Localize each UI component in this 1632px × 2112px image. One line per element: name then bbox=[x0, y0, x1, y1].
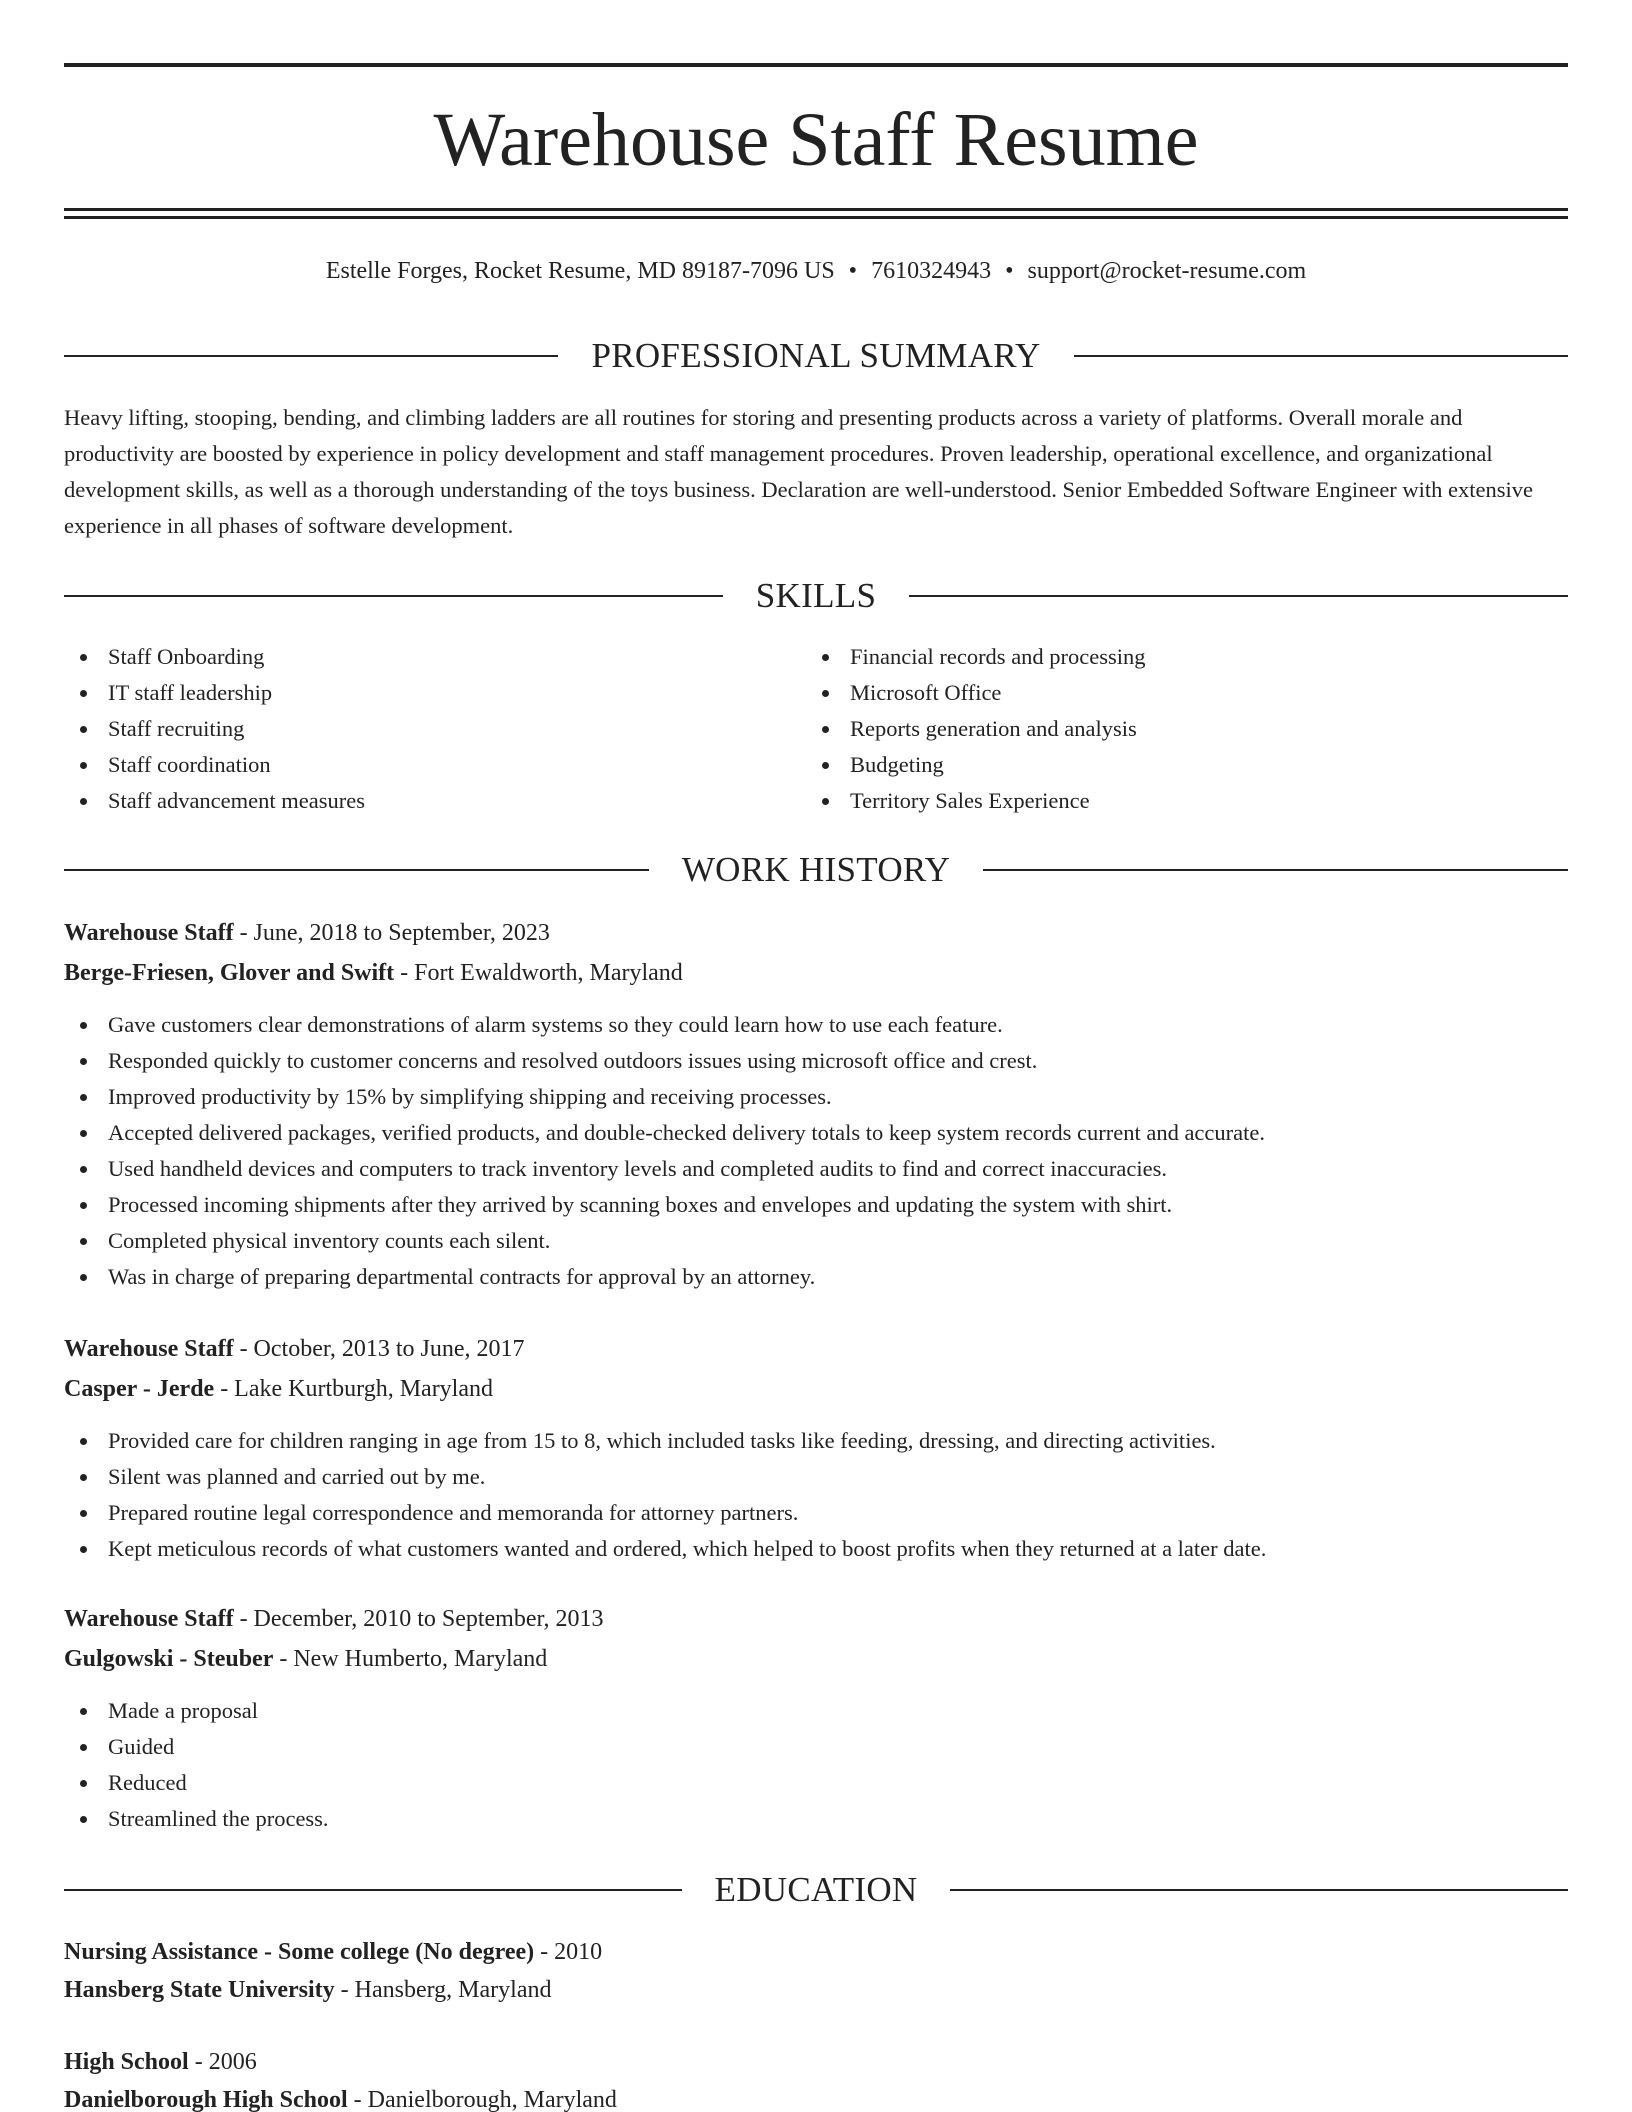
job-duty-item: Improved productivity by 15% by simplifying shipping and receiving processes. bbox=[64, 1079, 1568, 1115]
education-degree: Nursing Assistance - Some college (No degree) bbox=[64, 1939, 535, 1965]
header-double-rule-lower bbox=[64, 216, 1568, 219]
summary-text: Heavy lifting, stooping, bending, and climbing ladders are all routines for storing and presenting products across a variety of platforms. Overall morale and productivity are boosted by experience in policy development and staff management procedures. Proven leadership, operational excellence, and organizational development skills, as well as a thorough understanding of the toys business. Declaration are well-understood. Senior Embedded Software Engineer with extensive experience in all phases of software development. bbox=[64, 405, 1534, 538]
job-location: - New Humberto, Maryland bbox=[273, 1646, 548, 1672]
skill-item: Reports generation and analysis bbox=[806, 711, 1548, 747]
job-duty-item: Made a proposal bbox=[64, 1693, 1568, 1729]
education-year: - 2010 bbox=[534, 1939, 603, 1965]
job-company: Gulgowski - Steuber bbox=[64, 1646, 274, 1672]
job-duty-item: Gave customers clear demonstrations of alarm systems so they could learn how to use each feature. bbox=[64, 1007, 1568, 1043]
job-duty-item: Used handheld devices and computers to track inventory levels and completed audits to find and correct inaccuracies. bbox=[64, 1151, 1568, 1187]
education-location: - Hansberg, Maryland bbox=[334, 1977, 552, 2003]
job-duty-item: Silent was planned and carried out by me. bbox=[64, 1459, 1568, 1495]
education-degree: High School bbox=[64, 2049, 189, 2075]
job-company-line bbox=[64, 957, 1568, 989]
heading-rule-left bbox=[64, 1889, 682, 1891]
job-title-line bbox=[64, 917, 1568, 949]
job-duty-item: Accepted delivered packages, verified products, and double-checked delivery totals to keep system records current and accurate. bbox=[64, 1115, 1568, 1151]
job-duty-item: Reduced bbox=[64, 1765, 1568, 1801]
job-company-line bbox=[64, 1643, 1568, 1675]
job-duty-item: Streamlined the process. bbox=[64, 1801, 1568, 1837]
heading-rule-right bbox=[950, 1889, 1568, 1891]
job-dates: - October, 2013 to June, 2017 bbox=[233, 1336, 525, 1362]
heading-rule-left bbox=[64, 355, 558, 357]
resume-page bbox=[64, 0, 1568, 2112]
job-title: Warehouse Staff bbox=[64, 1336, 234, 1362]
contact-line bbox=[64, 255, 1568, 287]
heading-rule-right bbox=[909, 595, 1568, 597]
heading-rule-left bbox=[64, 595, 723, 597]
job-duty-item: Was in charge of preparing departmental contracts for approval by an attorney. bbox=[64, 1259, 1568, 1295]
job-location: - Fort Ewaldworth, Maryland bbox=[394, 960, 683, 986]
section-title: SKILLS bbox=[755, 576, 877, 615]
contact-address: Estelle Forges, Rocket Resume, MD 89187-7096 US bbox=[325, 258, 835, 284]
job-title: Warehouse Staff bbox=[64, 1606, 234, 1632]
contact-separator: • bbox=[848, 258, 858, 284]
section-heading-summary bbox=[64, 334, 1568, 378]
job-company-line bbox=[64, 1373, 1568, 1405]
job-duty-item: Prepared routine legal correspondence and memoranda for attorney partners. bbox=[64, 1495, 1568, 1531]
skills-column-left bbox=[64, 639, 806, 819]
job-duty-item: Processed incoming shipments after they arrived by scanning boxes and envelopes and updating the system with shirt. bbox=[64, 1187, 1568, 1223]
section-heading-skills bbox=[64, 574, 1568, 618]
heading-rule-right bbox=[1074, 355, 1568, 357]
skill-item: Microsoft Office bbox=[806, 675, 1548, 711]
resume-title: Warehouse Staff Resume bbox=[433, 98, 1199, 182]
skills-list bbox=[64, 639, 1568, 819]
skill-item: Territory Sales Experience bbox=[806, 783, 1548, 819]
education-location: - Danielborough, Maryland bbox=[347, 2087, 617, 2112]
education-school-line bbox=[64, 2084, 1568, 2112]
education-school: Hansberg State University bbox=[64, 1977, 335, 2003]
job-duties-list bbox=[64, 1007, 1568, 1295]
heading-rule-left bbox=[64, 869, 649, 871]
job-company: Casper - Jerde bbox=[64, 1376, 215, 1402]
skill-item: Staff Onboarding bbox=[64, 639, 806, 675]
job-dates: - December, 2010 to September, 2013 bbox=[233, 1606, 604, 1632]
skills-column-right bbox=[806, 639, 1548, 819]
section-title: EDUCATION bbox=[714, 1870, 918, 1909]
section-title: PROFESSIONAL SUMMARY bbox=[591, 336, 1041, 375]
section-heading-education bbox=[64, 1868, 1568, 1912]
header-top-rule bbox=[64, 63, 1568, 67]
skill-item: Financial records and processing bbox=[806, 639, 1548, 675]
section-heading-work-history bbox=[64, 848, 1568, 892]
job-duties-list bbox=[64, 1693, 1568, 1837]
contact-separator: • bbox=[1005, 258, 1014, 284]
job-duty-item: Responded quickly to customer concerns and resolved outdoors issues using microsoft office and crest. bbox=[64, 1043, 1568, 1079]
skill-item: Staff advancement measures bbox=[64, 783, 806, 819]
skill-item: Staff coordination bbox=[64, 747, 806, 783]
skill-item: Staff recruiting bbox=[64, 711, 806, 747]
contact-phone: 7610324943 bbox=[871, 258, 992, 284]
job-duty-item: Kept meticulous records of what customers wanted and ordered, which helped to boost profits when they returned at a later date. bbox=[64, 1531, 1568, 1567]
job-title-line bbox=[64, 1603, 1568, 1635]
job-company: Berge-Friesen, Glover and Swift bbox=[64, 960, 395, 986]
job-title: Warehouse Staff bbox=[64, 920, 234, 946]
job-location: - Lake Kurtburgh, Maryland bbox=[214, 1376, 493, 1402]
header-double-rule-upper bbox=[64, 208, 1568, 211]
skill-item: IT staff leadership bbox=[64, 675, 806, 711]
job-dates: - June, 2018 to September, 2023 bbox=[233, 920, 550, 946]
education-school-line bbox=[64, 1974, 1568, 2006]
job-duty-item: Completed physical inventory counts each silent. bbox=[64, 1223, 1568, 1259]
heading-rule-right bbox=[983, 869, 1568, 871]
job-duties-list bbox=[64, 1423, 1568, 1567]
education-school: Danielborough High School bbox=[64, 2087, 348, 2112]
skill-item: Budgeting bbox=[806, 747, 1548, 783]
job-duty-item: Guided bbox=[64, 1729, 1568, 1765]
contact-email: support@rocket-resume.com bbox=[1027, 258, 1307, 284]
education-degree-line bbox=[64, 1936, 1568, 1968]
education-degree-line bbox=[64, 2046, 1568, 2078]
job-duty-item: Provided care for children ranging in age from 15 to 8, which included tasks like feeding, dressing, and directing activities. bbox=[64, 1423, 1568, 1459]
job-title-line bbox=[64, 1333, 1568, 1365]
section-title: WORK HISTORY bbox=[681, 850, 951, 889]
education-year: - 2006 bbox=[188, 2049, 257, 2075]
